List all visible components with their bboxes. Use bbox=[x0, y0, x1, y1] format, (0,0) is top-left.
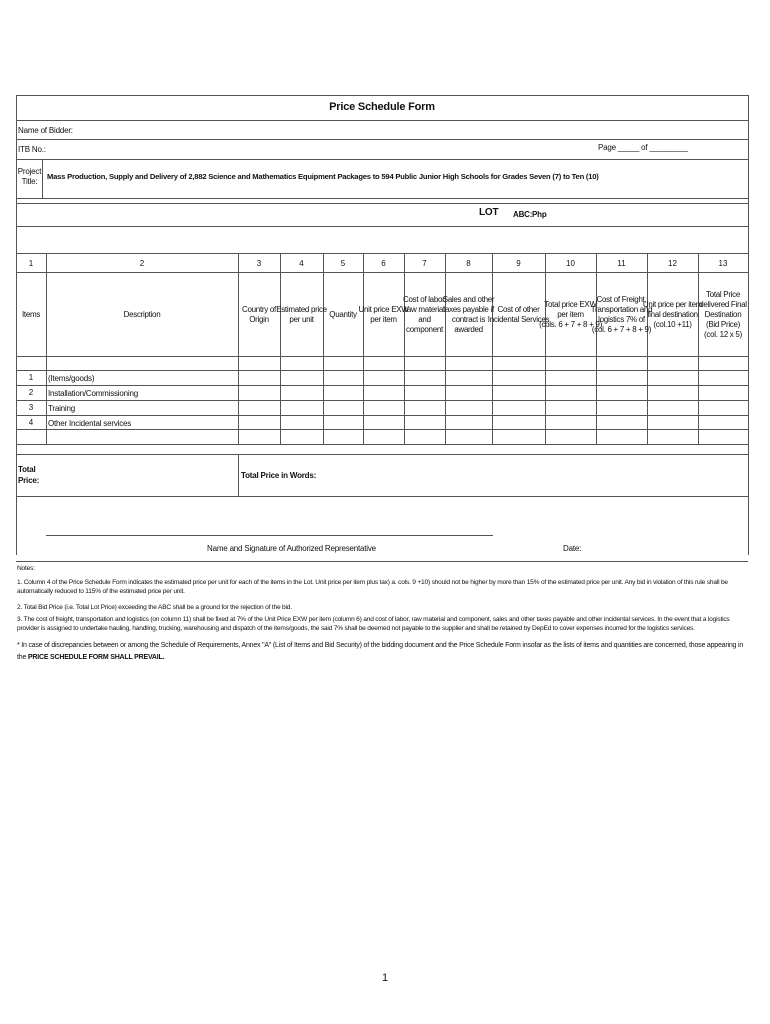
abc-currency: Php bbox=[532, 210, 547, 219]
row-description: Other Incidental services bbox=[48, 419, 132, 428]
column-header-sales-taxes: Sales and other taxes payable if contract is awarded bbox=[442, 294, 495, 334]
column-header-freight-cost: Cost of Freight, Transportation and logistics 7% of (col. 6 + 7 + 8 + 9) bbox=[590, 294, 653, 334]
row-description: Installation/Commissioning bbox=[48, 389, 138, 398]
row-number: 3 bbox=[28, 403, 34, 412]
column-header-quantity: Quantity bbox=[329, 309, 357, 319]
column-number: 6 bbox=[381, 259, 386, 268]
column-number: 3 bbox=[256, 259, 262, 268]
note-2: 2. Total Bid Price (i.e. Total Lot Price) exceeding the ABC shall be a ground for the rejection of the bid. bbox=[17, 604, 292, 611]
column-number: 11 bbox=[617, 259, 626, 268]
signature-label: Name and Signature of Authorized Representative bbox=[207, 544, 376, 553]
row-number: 4 bbox=[28, 418, 34, 427]
column-number: 1 bbox=[28, 259, 34, 268]
note-1: 1. Column 4 of the Price Schedule Form indicates the estimated price per unit for each of the items in the Lot. Unit price per item plus tax) a. cols. 9 +10) should not be higher by more than 15% of the estimated price per unit. Any bid in violation of this rule shall be automatically reduced to 115% of the estimated price per unit. bbox=[17, 579, 728, 595]
column-number: 8 bbox=[466, 259, 471, 268]
column-number: 10 bbox=[566, 259, 575, 268]
column-header-total-price-delivered: Total Price delivered Final Destination (Bid Price) (col. 12 x 5) bbox=[699, 289, 747, 339]
column-header-estimated-price: Estimated price per unit bbox=[276, 304, 327, 324]
column-number: 13 bbox=[718, 259, 728, 268]
column-header-cost-of-labor: Cost of labor, raw material and component bbox=[403, 294, 446, 334]
column-header-description: Description bbox=[123, 309, 161, 319]
lot-label: LOT bbox=[479, 207, 499, 218]
column-number: 9 bbox=[516, 259, 521, 268]
column-header-items: Items bbox=[21, 309, 41, 319]
itb-number-label: ITB No.: bbox=[18, 145, 46, 154]
column-number: 5 bbox=[340, 259, 346, 268]
row-description: Training bbox=[48, 404, 76, 413]
column-header-country-of-origin: Country of Origin bbox=[242, 304, 276, 324]
column-number: 7 bbox=[422, 259, 427, 268]
project-title: Mass Production, Supply and Delivery of 2,882 Science and Mathematics Equipment Packages to 594 Public Junior High Schools for Grades Seven (7) to Ten (10) bbox=[47, 172, 599, 181]
column-number: 4 bbox=[299, 259, 304, 268]
notes-heading: Notes: bbox=[17, 565, 35, 572]
column-number: 12 bbox=[668, 259, 677, 268]
page-counter-label: Page _____ of _________ bbox=[598, 143, 688, 152]
total-price-label: Total Price: bbox=[18, 465, 40, 485]
note-4: * In case of discrepancies between or among the Schedule of Requirements, Annex "A" (List of Items and Bid Security) of the bidding document and the Price Schedule Form insofar as the lists of items and quantities are concerned, those appearing in the PRICE SCHEDULE FORM SHALL PREVAIL. bbox=[17, 642, 744, 661]
abc-label: ABC: bbox=[513, 210, 533, 219]
project-label: Project Title: bbox=[17, 167, 42, 186]
date-label: Date: bbox=[563, 544, 582, 553]
total-price-in-words-label: Total Price in Words: bbox=[241, 471, 317, 480]
column-number: 2 bbox=[139, 259, 145, 268]
column-header-unit-price-exw: Unit price EXW per item bbox=[358, 304, 409, 324]
name-of-bidder-label: Name of Bidder: bbox=[18, 126, 73, 135]
note-3: 3. The cost of freight, transportation and logistics (on column 11) shall be fixed at 7% of the Unit Price EXW per item (column 6) and cost of labor, raw material and component, sales and other taxes payable and other incidental services. In the event that a logistics provider is assigned to undertake hauling, handling, trucking, warehousing and dispatch of the items/goods, the said 7% shall be deemed not payable to the supplier and shall be retained by DepEd to cover expenses incurred for the logistics services. bbox=[17, 616, 730, 632]
column-header-incidental-services: Cost of other Incidental Services bbox=[487, 304, 550, 324]
page-number: 1 bbox=[382, 972, 388, 984]
row-number: 1 bbox=[28, 373, 34, 382]
form-title: Price Schedule Form bbox=[329, 101, 435, 113]
row-number: 2 bbox=[28, 388, 34, 397]
row-description: (Items/goods) bbox=[48, 374, 95, 383]
column-header-total-price-exw: Total price EXW per item (cols. 6 + 7 + 8 + 9) bbox=[539, 299, 602, 329]
column-header-unit-price-final: Unit price per item final destination (col.10 +11) bbox=[642, 299, 703, 329]
